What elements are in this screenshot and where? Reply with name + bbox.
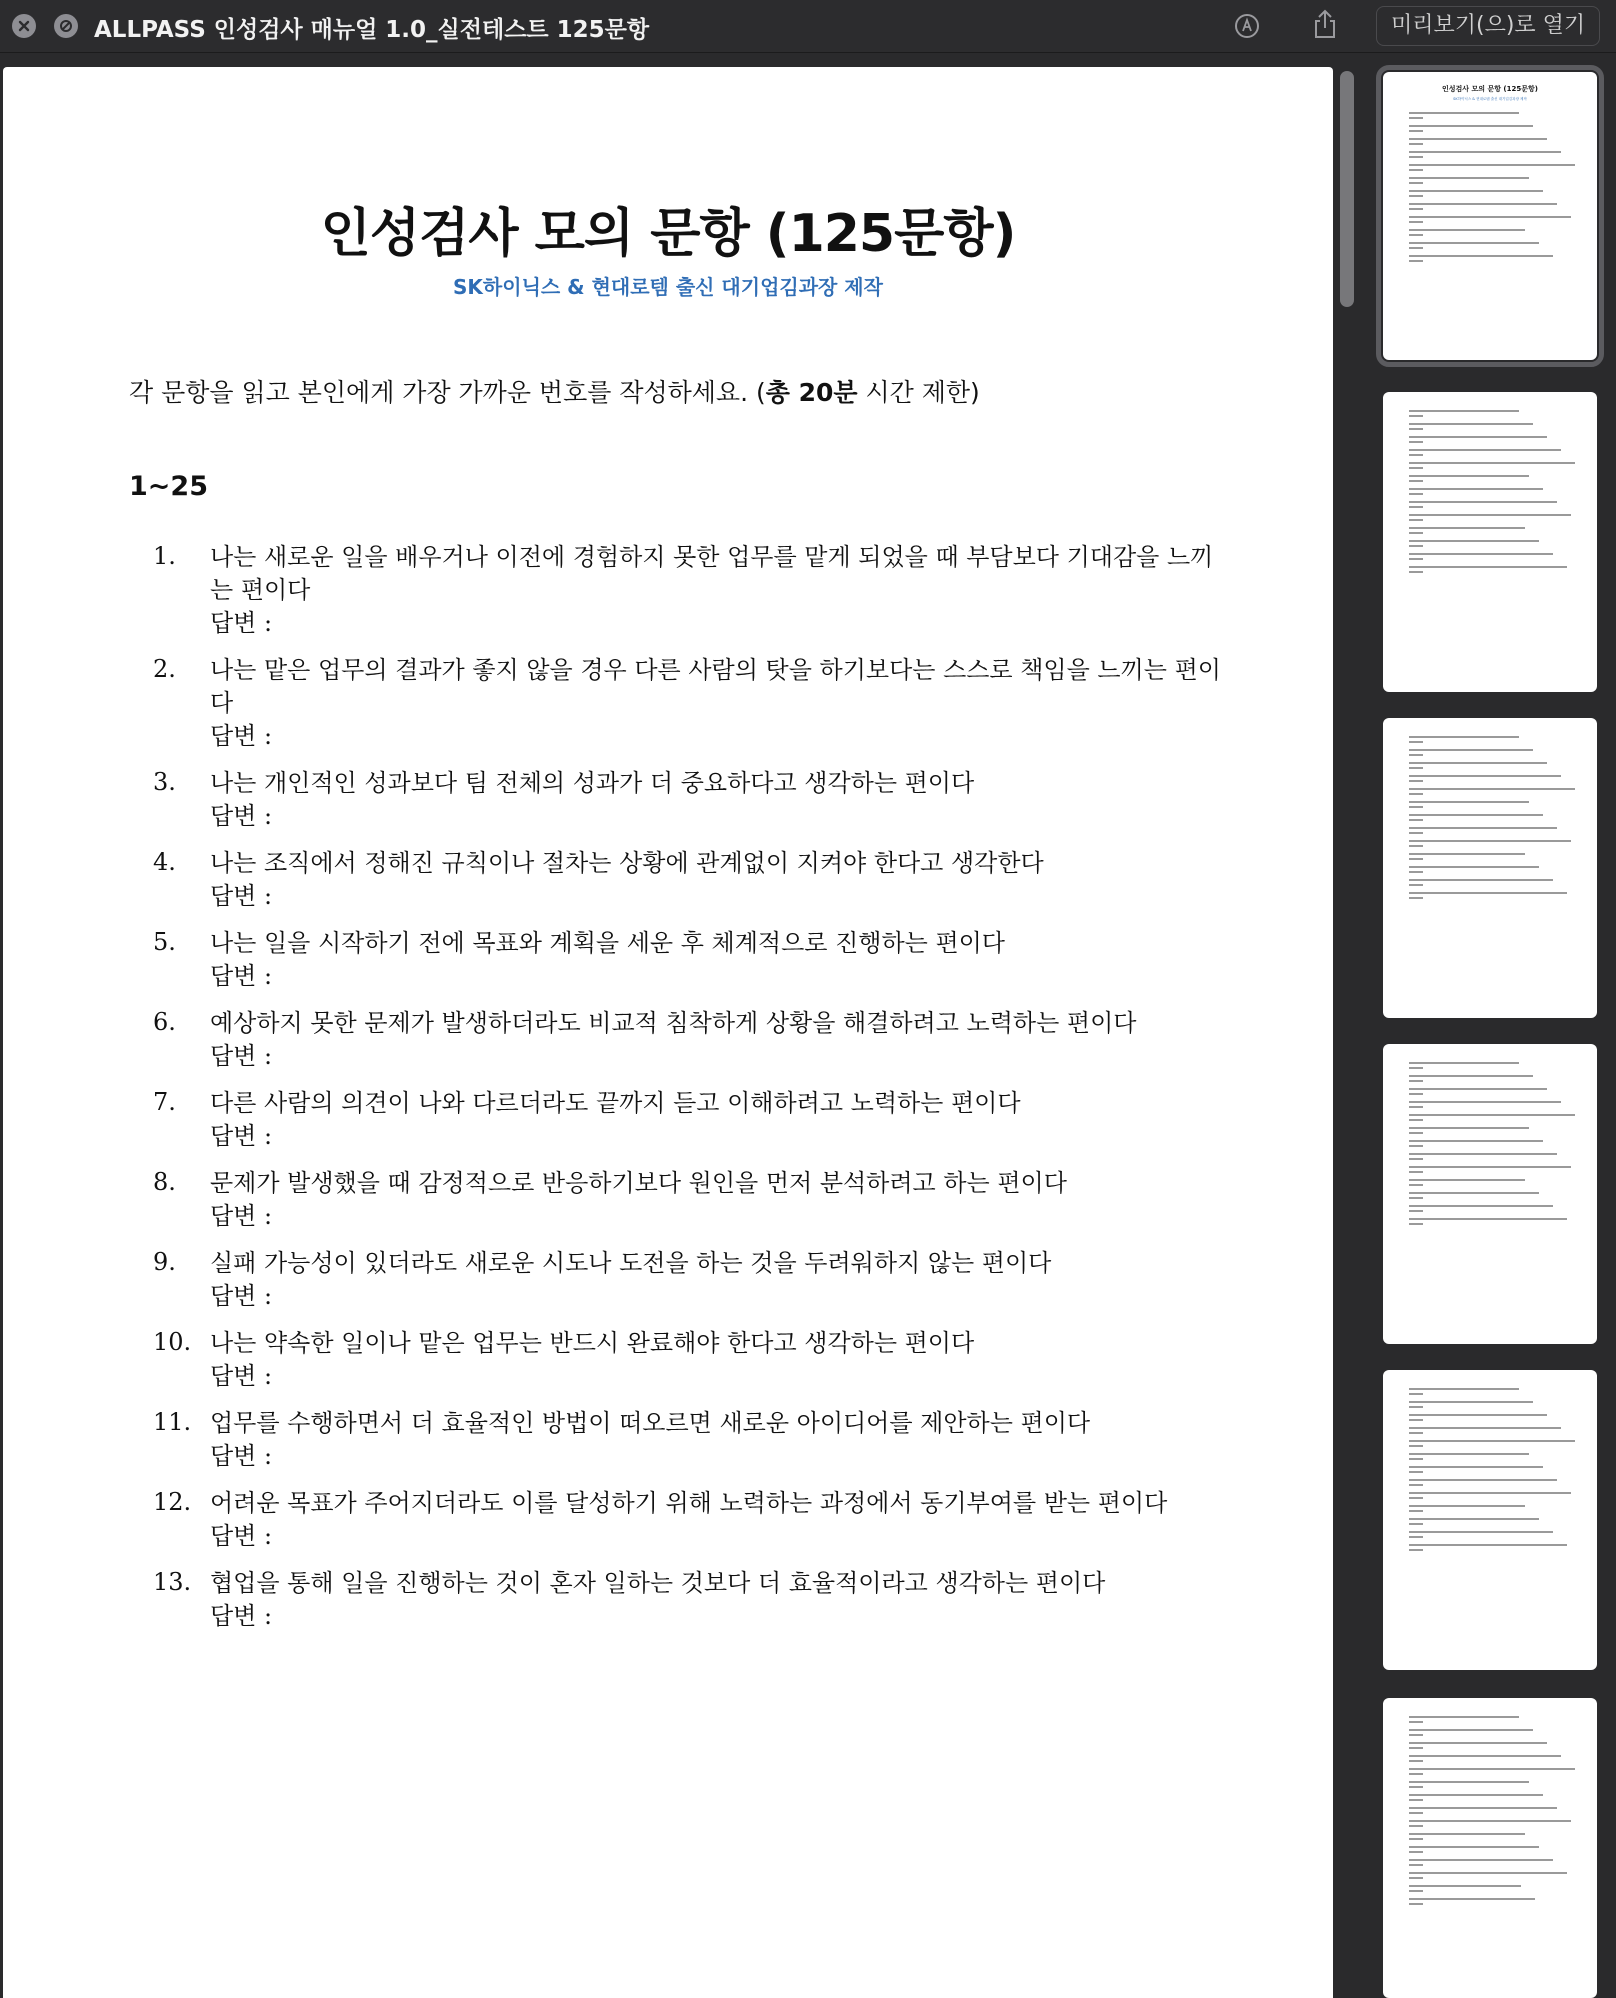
thumbnail-line: [1409, 1223, 1423, 1225]
thumbnail-text-lines: [1383, 1716, 1597, 1911]
thumbnail-line: [1409, 1734, 1423, 1736]
answer-label: 답변 :: [210, 1522, 273, 1550]
thumbnail-line: [1409, 1401, 1533, 1403]
question-text: 업무를 수행하면서 더 효율적인 방법이 떠오르면 새로운 아이디어를 제안하는 편이다: [210, 1409, 1091, 1437]
answer-label: 답변 :: [210, 609, 273, 637]
thumbnail-line: [1409, 514, 1571, 516]
section-heading: 1~25: [129, 471, 208, 502]
thumbnail-line: [1409, 260, 1423, 262]
thumbnail-line: [1409, 532, 1423, 534]
scrollbar[interactable]: [1338, 67, 1358, 1998]
thumbnail-line: [1409, 558, 1423, 560]
thumbnail-line: [1409, 475, 1529, 477]
thumbnail-line: [1409, 1799, 1423, 1801]
answer-label: 답변 :: [210, 1602, 273, 1630]
thumbnail-line: [1409, 736, 1519, 738]
thumbnail-line: [1409, 234, 1423, 236]
thumbnail-line: [1409, 169, 1423, 171]
thumbnail-line: [1409, 1872, 1567, 1874]
markup-icon[interactable]: [1234, 13, 1260, 43]
thumbnail-line: [1409, 1768, 1575, 1770]
thumbnail-line: [1409, 754, 1423, 756]
question-item: [3, 927, 1333, 993]
thumbnail-line: [1409, 1531, 1553, 1533]
thumbnail-line: [1409, 410, 1519, 412]
thumbnail-line: [1409, 1479, 1557, 1481]
thumbnail-line: [1409, 1510, 1423, 1512]
instruction-time-limit: 총 20분: [765, 378, 858, 407]
thumbnail-line: [1409, 1388, 1519, 1390]
question-text: 다른 사람의 의견이 나와 다르더라도 끝까지 듣고 이해하려고 노력하는 편이다: [210, 1089, 1021, 1117]
question-item: [3, 541, 1333, 640]
thumbnail-line: [1409, 1067, 1423, 1069]
thumbnail-line: [1409, 1760, 1423, 1762]
thumbnail-line: [1409, 203, 1557, 205]
question-item: [3, 1167, 1333, 1233]
thumbnail-line: [1409, 423, 1533, 425]
thumbnail-line: [1409, 892, 1567, 894]
thumbnail-line: [1409, 190, 1543, 192]
thumbnail-line: [1409, 488, 1543, 490]
thumbnail-text-lines: [1383, 410, 1597, 579]
thumbnail-line: [1409, 1505, 1525, 1507]
thumbnail-line: [1409, 1729, 1533, 1731]
thumbnail-line: [1409, 1484, 1423, 1486]
thumbnail-line: [1409, 480, 1423, 482]
thumbnail-line: [1409, 208, 1423, 210]
thumbnail-line: [1409, 1820, 1571, 1822]
thumbnail-line: [1409, 775, 1561, 777]
thumbnail-line: [1409, 1846, 1539, 1848]
question-text: 나는 약속한 일이나 맡은 업무는 반드시 완료해야 한다고 생각하는 편이다: [210, 1329, 975, 1357]
answer-label: 답변 :: [210, 1042, 273, 1070]
thumbnail-line: [1409, 436, 1547, 438]
thumbnail-line: [1409, 1440, 1575, 1442]
thumbnail-line: [1409, 853, 1525, 855]
question-item: [3, 1087, 1333, 1153]
thumbnail-line: [1409, 221, 1423, 223]
thumbnail-line: [1409, 156, 1423, 158]
thumbnail-line: [1409, 527, 1525, 529]
answer-label: 답변 :: [210, 1282, 273, 1310]
thumbnail-line: [1409, 1755, 1561, 1757]
thumbnail-line: [1409, 1192, 1539, 1194]
page-thumbnail[interactable]: [1383, 1370, 1597, 1670]
answer-label: 답변 :: [210, 802, 273, 830]
answer-label: 답변 :: [210, 962, 273, 990]
thumbnail-line: [1409, 501, 1557, 503]
thumbnail-line: [1409, 866, 1539, 868]
thumbnail-line: [1409, 493, 1423, 495]
thumbnail-line: [1409, 247, 1423, 249]
thumbnail-line: [1409, 428, 1423, 430]
thumbnail-line: [1409, 462, 1575, 464]
thumbnail-line: [1409, 1825, 1423, 1827]
question-text: 나는 일을 시작하기 전에 목표와 계획을 세운 후 체계적으로 진행하는 편이다: [210, 929, 1005, 957]
question-item: [3, 1327, 1333, 1393]
thumbnail-line: [1409, 1075, 1533, 1077]
thumbnail-text-lines: [1383, 1388, 1597, 1557]
thumbnail-line: [1409, 1106, 1423, 1108]
thumbnail-line: [1409, 229, 1525, 231]
question-item: [3, 1007, 1333, 1073]
thumbnail-line: [1409, 441, 1423, 443]
thumbnail-line: [1409, 793, 1423, 795]
thumbnail-line: [1409, 1471, 1423, 1473]
thumbnail-line: [1409, 1171, 1423, 1173]
question-item: [3, 654, 1333, 753]
thumbnail-line: [1409, 1062, 1519, 1064]
thumbnail-line: [1409, 814, 1543, 816]
thumbnail-line: [1409, 1101, 1561, 1103]
thumbnail-line: [1409, 741, 1423, 743]
thumbnail-line: [1409, 182, 1423, 184]
question-item: [3, 847, 1333, 913]
thumbnail-line: [1409, 130, 1423, 132]
thumbnail-line: [1409, 1132, 1423, 1134]
thumbnail-line: [1409, 1114, 1575, 1116]
answer-label: 답변 :: [210, 1202, 273, 1230]
thumbnail-line: [1409, 897, 1423, 899]
question-text: 문제가 발생했을 때 감정적으로 반응하기보다 원인을 먼저 분석하려고 하는 편이다: [210, 1169, 1067, 1197]
question-text: 나는 개인적인 성과보다 팀 전체의 성과가 더 중요하다고 생각하는 편이다: [210, 769, 975, 797]
answer-label: 답변 :: [210, 882, 273, 910]
thumbnail-line: [1409, 1721, 1423, 1723]
thumbnail-line: [1409, 1747, 1423, 1749]
thumbnail-line: [1409, 1786, 1423, 1788]
thumbnail-line: [1409, 1518, 1539, 1520]
question-text: 나는 새로운 일을 배우거나 이전에 경험하지 못한 업무를 맡게 되었을 때 부담보다 기대감을 느끼는 편이다: [210, 543, 1214, 604]
window-title: ALLPASS 인성검사 매뉴얼 1.0_실전테스트 125문항: [94, 17, 650, 43]
thumbnail-line: [1409, 1536, 1423, 1538]
open-in-preview-button[interactable]: 미리보기(으)로 열기: [1376, 6, 1600, 46]
thumbnail-line: [1409, 467, 1423, 469]
thumbnail-line: [1409, 1427, 1561, 1429]
question-number: 9.: [153, 1248, 176, 1276]
thumbnail-line: [1409, 151, 1561, 153]
thumbnail-line: [1409, 1794, 1543, 1796]
question-number: 12.: [153, 1488, 192, 1516]
thumbnail-line: [1409, 788, 1575, 790]
question-text: 나는 맡은 업무의 결과가 좋지 않을 경우 다른 사람의 탓을 하기보다는 스스로 책임을 느끼는 편이다: [210, 656, 1221, 717]
thumbnail-line: [1409, 1773, 1423, 1775]
thumbnail-line: [1409, 454, 1423, 456]
page-subtitle: SK하이닉스 & 현대로템 출신 대기업김과장 제작: [453, 275, 883, 299]
thumbnail-line: [1409, 1497, 1423, 1499]
instruction-text: 각 문항을 읽고 본인에게 가장 가까운 번호를 작성하세요. (: [129, 378, 766, 407]
close-icon[interactable]: [12, 14, 36, 38]
thumbnail-line: [1409, 177, 1529, 179]
thumbnail-line: [1409, 801, 1529, 803]
thumbnail-line: [1409, 827, 1557, 829]
question-number: 11.: [153, 1408, 192, 1436]
thumbnail-line: [1409, 1492, 1571, 1494]
thumbnail-line: [1409, 1393, 1423, 1395]
question-number: 3.: [153, 768, 176, 796]
question-text: 실패 가능성이 있더라도 새로운 시도나 도전을 하는 것을 두려워하지 않는 편이다: [210, 1249, 1052, 1277]
question-number: 8.: [153, 1168, 176, 1196]
document-page: [3, 67, 1333, 1998]
thumbnail-line: [1409, 1445, 1423, 1447]
share-icon[interactable]: [1312, 8, 1338, 44]
instruction-text-end: 시간 제한): [857, 378, 980, 407]
thumbnail-line: [1409, 566, 1567, 568]
question-number: 13.: [153, 1568, 192, 1596]
thumbnail-line: [1409, 117, 1423, 119]
thumbnail-line: [1409, 255, 1553, 257]
thumbnail-line: [1409, 819, 1423, 821]
thumbnail-line: [1409, 1166, 1571, 1168]
thumbnail-line: [1409, 506, 1423, 508]
thumbnail-line: [1409, 216, 1571, 218]
question-item: [3, 1487, 1333, 1553]
thumbnail-line: [1409, 1898, 1535, 1900]
thumbnail-line: [1409, 195, 1423, 197]
thumbnail-line: [1409, 545, 1423, 547]
thumbnail-line: [1409, 1153, 1557, 1155]
thumbnail-line: [1409, 1544, 1567, 1546]
thumbnail-line: [1409, 884, 1423, 886]
thumbnail-line: [1409, 449, 1561, 451]
question-number: 4.: [153, 848, 176, 876]
thumbnail-line: [1409, 519, 1423, 521]
question-list: [3, 541, 1333, 1647]
thumbnail-line: [1409, 1218, 1567, 1220]
thumbnail-subtitle: SK하이닉스 & 현대로템 출신 대기업김과장 제작: [1453, 97, 1527, 101]
title-bar: [0, 0, 1616, 53]
thumbnail-line: [1409, 1523, 1423, 1525]
answer-label: 답변 :: [210, 1122, 273, 1150]
thumbnail-line: [1409, 749, 1533, 751]
question-item: [3, 1567, 1333, 1633]
page-thumbnail[interactable]: [1383, 718, 1597, 1018]
thumbnail-line: [1409, 1781, 1529, 1783]
thumbnail-line: [1409, 1145, 1423, 1147]
question-number: 1.: [153, 542, 176, 570]
page-thumbnail[interactable]: [1383, 72, 1597, 360]
question-number: 6.: [153, 1008, 176, 1036]
question-text: 예상하지 못한 문제가 발생하더라도 비교적 침착하게 상황을 해결하려고 노력하는 편이다: [210, 1009, 1137, 1037]
question-number: 7.: [153, 1088, 176, 1116]
thumbnail-line: [1409, 112, 1519, 114]
page-thumbnail[interactable]: [1383, 1698, 1597, 1998]
thumbnail-line: [1409, 1859, 1553, 1861]
hide-icon[interactable]: [54, 14, 78, 38]
thumbnail-line: [1409, 571, 1423, 573]
thumbnail-line: [1409, 1864, 1423, 1866]
thumbnail-line: [1409, 1885, 1521, 1887]
thumbnail-line: [1409, 540, 1539, 542]
page-title: 인성검사 모의 문항 (125문항): [320, 204, 1016, 264]
thumbnail-text-lines: [1383, 1062, 1597, 1231]
thumbnail-line: [1409, 1877, 1423, 1879]
thumbnail-line: [1409, 1205, 1553, 1207]
thumbnail-line: [1409, 1549, 1423, 1551]
page-thumbnail[interactable]: [1383, 1044, 1597, 1344]
thumbnail-line: [1409, 415, 1423, 417]
thumbnail-line: [1409, 845, 1423, 847]
thumbnail-line: [1409, 879, 1553, 881]
thumbnail-line: [1409, 138, 1547, 140]
thumbnail-line: [1409, 767, 1423, 769]
question-number: 2.: [153, 655, 176, 683]
thumbnail-line: [1409, 1127, 1529, 1129]
answer-label: 답변 :: [210, 1442, 273, 1470]
thumbnail-line: [1409, 553, 1553, 555]
thumbnail-line: [1409, 164, 1575, 166]
thumbnail-line: [1409, 832, 1423, 834]
thumbnail-line: [1409, 1093, 1423, 1095]
thumbnail-line: [1409, 1742, 1547, 1744]
question-number: 10.: [153, 1328, 192, 1356]
thumbnail-line: [1409, 242, 1539, 244]
question-text: 어려운 목표가 주어지더라도 이를 달성하기 위해 노력하는 과정에서 동기부여를 받는 편이다: [210, 1489, 1168, 1517]
thumbnail-line: [1409, 1851, 1423, 1853]
thumbnail-line: [1409, 1453, 1529, 1455]
question-text: 협업을 통해 일을 진행하는 것이 혼자 일하는 것보다 더 효율적이라고 생각하는 편이다: [210, 1569, 1106, 1597]
question-item: [3, 767, 1333, 833]
thumbnail-line: [1409, 1414, 1547, 1416]
thumbnail-line: [1409, 1807, 1557, 1809]
thumbnail-line: [1409, 858, 1423, 860]
thumbnail-line: [1409, 806, 1423, 808]
thumbnail-line: [1409, 1158, 1423, 1160]
thumbnail-line: [1409, 1088, 1547, 1090]
thumbnail-line: [1409, 1080, 1423, 1082]
thumbnail-line: [1409, 871, 1423, 873]
scrollbar-thumb[interactable]: [1340, 71, 1354, 307]
thumbnail-line: [1409, 1812, 1423, 1814]
question-text: 나는 조직에서 정해진 규칙이나 절차는 상황에 관계없이 지켜야 한다고 생각한다: [210, 849, 1044, 877]
thumbnail-line: [1409, 840, 1571, 842]
thumbnail-line: [1409, 780, 1423, 782]
page-thumbnail[interactable]: [1383, 392, 1597, 692]
thumbnail-line: [1409, 1466, 1543, 1468]
thumbnail-line: [1409, 1890, 1423, 1892]
answer-label: 답변 :: [210, 722, 273, 750]
question-item: [3, 1247, 1333, 1313]
thumbnail-text-lines: [1383, 736, 1597, 905]
question-number: 5.: [153, 928, 176, 956]
thumbnail-line: [1409, 1197, 1423, 1199]
thumbnail-line: [1409, 1838, 1423, 1840]
thumbnail-title: 인성검사 모의 문항 (125문항): [1442, 85, 1538, 93]
thumbnail-line: [1409, 1419, 1423, 1421]
thumbnail-line: [1409, 1716, 1519, 1718]
thumbnail-text-lines: [1383, 112, 1597, 268]
thumbnail-line: [1409, 1833, 1525, 1835]
thumbnail-line: [1409, 125, 1533, 127]
thumbnail-line: [1409, 1210, 1423, 1212]
answer-label: 답변 :: [210, 1362, 273, 1390]
instruction: [129, 373, 980, 409]
thumbnail-line: [1409, 1184, 1423, 1186]
thumbnail-line: [1409, 1903, 1423, 1905]
thumbnail-line: [1409, 1432, 1423, 1434]
thumbnail-line: [1409, 1179, 1525, 1181]
thumbnail-line: [1409, 143, 1423, 145]
thumbnail-line: [1409, 1119, 1423, 1121]
thumbnail-line: [1409, 1406, 1423, 1408]
thumbnail-line: [1409, 1458, 1423, 1460]
question-item: [3, 1407, 1333, 1473]
thumbnail-line: [1409, 762, 1547, 764]
thumbnail-line: [1409, 1140, 1543, 1142]
